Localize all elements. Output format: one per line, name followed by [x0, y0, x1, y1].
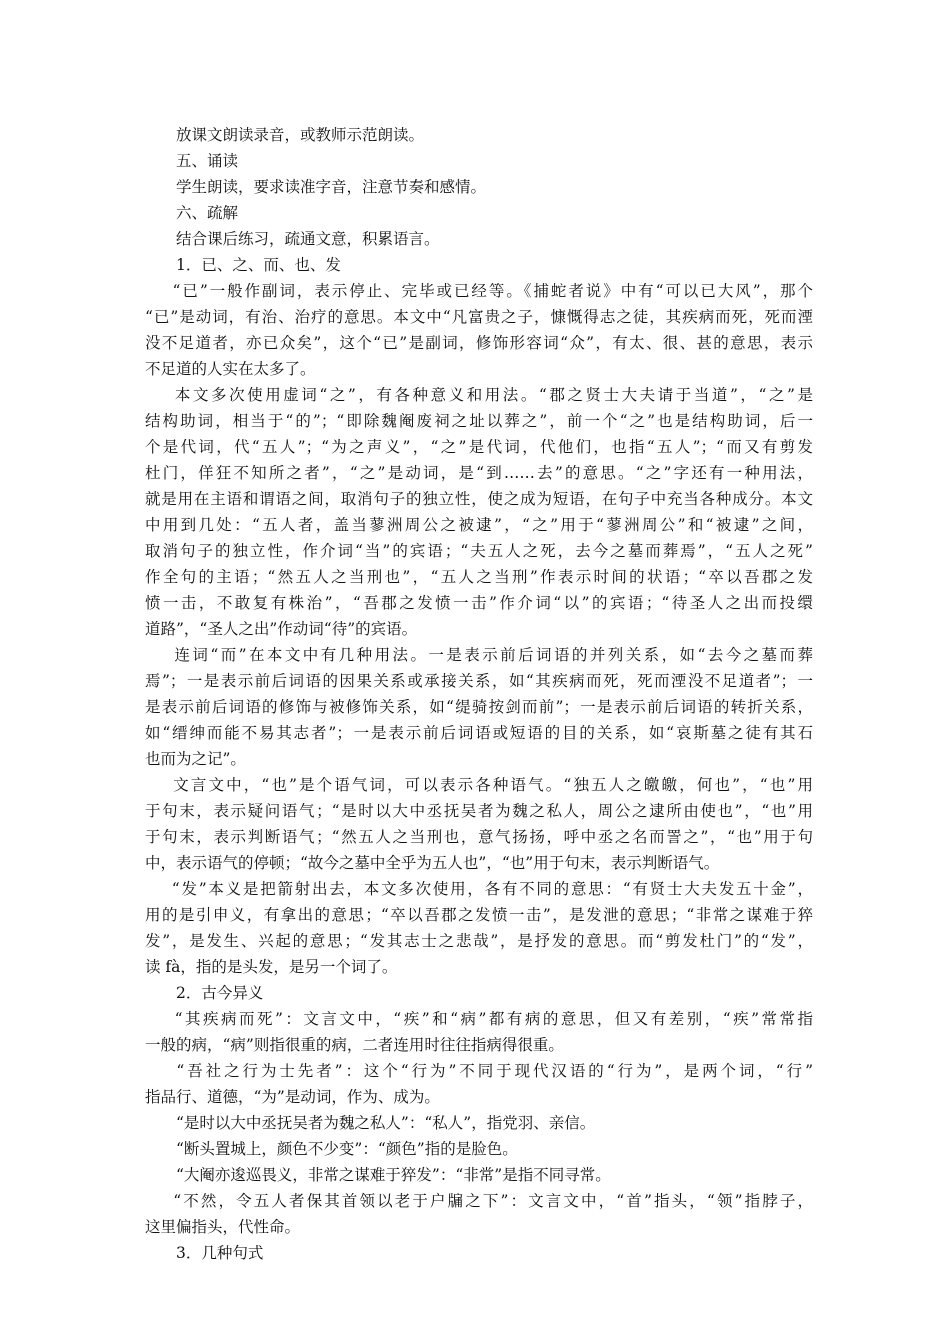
text-line: 读 fà，指的是头发，是另一个词了。 [145, 958, 398, 976]
text-line: 杜门，佯狂不知所之者”，“之”是动词，是“到……去”的意思。“之”字还有一种用法， [145, 464, 813, 482]
section-heading [145, 1240, 813, 1266]
text-line: “已”是动词，有治、治疗的意思。本文中“凡富贵之子，慷慨得志之徒，其疾病而死，死而湮 [145, 308, 813, 326]
text-line: “其疾病而死”：文言文中，“疾”和“病”都有病的意思，但又有差别，“疾”常常指 [145, 1010, 813, 1028]
text-line: “发”本义是把箭射出去，本文多次使用，各有不同的意思：“有贤士大夫发五十金”， [145, 880, 813, 898]
paragraph [145, 1058, 813, 1110]
text-line: 指品行、道德，“为”是动词，作为、成为。 [145, 1088, 440, 1106]
text-line: 一般的病，“病”则指很重的病，二者连用时往往指病得很重。 [145, 1036, 564, 1054]
section-heading [145, 980, 813, 1006]
paragraph [145, 642, 813, 772]
text-line: 发”，是发生、兴起的意思；“发其志士之悲哉”，是抒发的意思。而“剪发杜门”的“发”， [145, 932, 813, 950]
text-line: “大阉亦逡巡畏义，非常之谋难于猝发”：“非常”是指不同寻常。 [176, 1166, 611, 1184]
text-line: 道路”，“圣人之出”作动词“待”的宾语。 [145, 620, 418, 638]
text-line: 于句末，表示疑问语气；“是时以大中丞抚吴者为魏之私人，周公之逮所由使也”，“也”用 [145, 802, 813, 820]
paragraph [145, 772, 813, 876]
text-line: 结构助词，相当于“的”；“即除魏阉废祠之址以葬之”，前一个“之”也是结构助词，后一 [145, 412, 813, 430]
paragraph [145, 1006, 813, 1058]
section-heading [145, 200, 813, 226]
text-line: “断头置城上，颜色不少变”：“颜色”指的是脸色。 [176, 1140, 518, 1158]
document-page [145, 122, 813, 1266]
paragraph [145, 1188, 813, 1240]
text-line: 放课文朗读录音，或教师示范朗读。 [176, 126, 425, 144]
text-line: 3．几种句式 [176, 1244, 264, 1262]
text-line: 于句末，表示判断语气；“然五人之当刑也，意气扬扬，呼中丞之名而詈之”，“也”用于句 [145, 828, 813, 846]
section-heading [145, 148, 813, 174]
text-line: 焉”；一是表示前后词语的因果关系或承接关系，如“其疾病而死，死而湮没不足道者”；一 [145, 672, 813, 690]
text-line: 2．古今异义 [176, 984, 264, 1002]
paragraph [145, 1136, 813, 1162]
text-line: 中用到几处：“五人者，盖当蓼洲周公之被逮”，“之”用于“蓼洲周公”和“被逮”之间， [145, 516, 813, 534]
text-line: 本文多次使用虚词“之”，有各种意义和用法。“郡之贤士大夫请于当道”，“之”是 [145, 386, 813, 404]
text-line: 学生朗读，要求读准字音，注意节奏和感情。 [176, 178, 487, 196]
text-line: 也而为之记”。 [145, 750, 246, 768]
text-line: 六、疏解 [176, 204, 239, 222]
text-line: 用的是引申义，有拿出的意思；“卒以吾郡之发愤一击”，是发泄的意思；“非常之谋难于猝 [145, 906, 813, 924]
text-line: 个是代词，代“五人”；“为之声义”，“之”是代词，代他们，也指“五人”；“而又有剪发 [145, 438, 813, 456]
text-line: 结合课后练习，疏通文意，积累语言。 [176, 230, 440, 248]
text-line: 如“缙绅而能不易其志者”；一是表示前后词语或短语的目的关系，如“哀斯墓之徒有其石 [145, 724, 813, 742]
paragraph [145, 1162, 813, 1188]
text-line: 文言文中，“也”是个语气词，可以表示各种语气。“独五人之皦皦，何也”，“也”用 [145, 776, 813, 794]
text-line: 作全句的主语；“然五人之当刑也”，“五人之当刑”作表示时间的状语；“卒以吾郡之发 [145, 568, 813, 586]
text-line: 1．已、之、而、也、发 [176, 256, 341, 274]
text-line: 五、诵读 [176, 152, 239, 170]
paragraph [145, 1110, 813, 1136]
text-line: “是时以大中丞抚吴者为魏之私人”：“私人”，指党羽、亲信。 [176, 1114, 596, 1132]
section-heading [145, 252, 813, 278]
paragraph [145, 382, 813, 642]
text-line: 就是用在主语和谓语之间，取消句子的独立性，使之成为短语，在句子中充当各种成分。本文 [145, 490, 813, 508]
text-line: 愤一击，不敢复有株治”，“吾郡之发愤一击”作介词“以”的宾语；“待圣人之出而投缳 [145, 594, 813, 612]
text-line: 连词“而”在本文中有几种用法。一是表示前后词语的并列关系，如“去今之墓而葬 [145, 646, 813, 664]
text-line: 没不足道者，亦已众矣”，这个“已”是副词，修饰形容词“众”，有太、很、甚的意思，表示 [145, 334, 813, 352]
paragraph [145, 122, 813, 148]
text-line: 不足道的人实在太多了。 [145, 360, 316, 378]
text-line: “吾社之行为士先者”：这个“行为”不同于现代汉语的“行为”，是两个词，“行” [145, 1062, 813, 1080]
text-line: “不然，令五人者保其首领以老于户牖之下”：文言文中，“首”指头，“领”指脖子， [145, 1192, 813, 1210]
text-line: 中，表示语气的停顿；“故今之墓中全乎为五人也”，“也”用于句末，表示判断语气。 [145, 854, 720, 872]
text-line: 这里偏指头，代性命。 [145, 1218, 301, 1236]
text-line: 是表示前后词语的修饰与被修饰关系，如“缇骑按剑而前”；一是表示前后词语的转折关系， [145, 698, 813, 716]
paragraph [145, 226, 813, 252]
text-line: 取消句子的独立性，作介词“当”的宾语；“夫五人之死，去今之墓而葬焉”，“五人之死” [145, 542, 813, 560]
paragraph [145, 876, 813, 980]
paragraph [145, 278, 813, 382]
text-line: “已”一般作副词，表示停止、完毕或已经等。《捕蛇者说》中有“可以已大风”，那个 [145, 282, 813, 300]
paragraph [145, 174, 813, 200]
